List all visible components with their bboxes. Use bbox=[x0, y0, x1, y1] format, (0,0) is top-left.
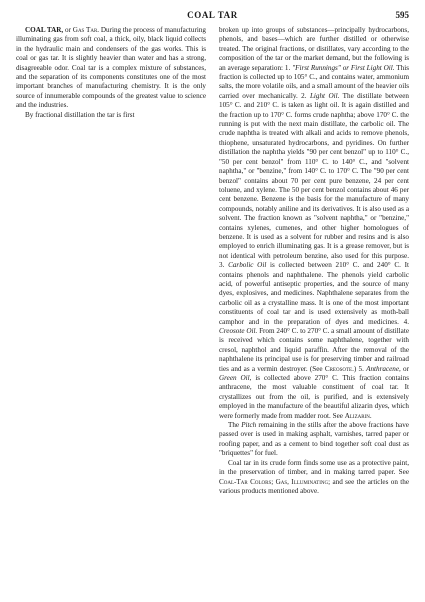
text-run: During the process of manufacturing illuminating gas from soft coal, a thick, oily, black liquid collects in the hydraulic main and condensers of the gas works. This is coal or gas tar. It is slightly heavier than water and has a strong, disagreeable odor. Coal tar is a complex mixture of substances, and the separation of its components constitutes one of the most important branches of manufacturing chemistry. It is the only source of innumerable compounds of the greatest value to science and the industries. bbox=[16, 26, 206, 110]
fraction-name: "First Runnings" or First Light Oil. bbox=[292, 63, 395, 72]
running-head-title: COAL TAR bbox=[187, 10, 238, 20]
paragraph bbox=[219, 421, 409, 459]
alternate-name: Gas Tar. bbox=[72, 26, 100, 34]
left-column bbox=[16, 26, 206, 120]
text-run: This fraction is collected up to 105° C., and contains water, ammonium salts, the more volatile oils, and a small amount of the heavier oils carried over mechanically. 2. bbox=[219, 63, 409, 100]
fraction-name: Carbolic Oil bbox=[228, 261, 267, 270]
term: Pitch bbox=[241, 421, 257, 430]
right-column bbox=[219, 26, 409, 496]
text-run: is collected between 210° C. and 240° C. It contains phenols and naphthalene. The phenols yield carbolic acid, of powerful antiseptic properties, and the source of many dyes, explosives, and medicines. Naphthalene separates from the carbolic oil as a crystalline mass. It is one of the most important constituents of coal tar and is used extensively as moth-ball camphor and in the preparation of dyes and medicines. 4. bbox=[219, 261, 409, 326]
fraction-name: Creosote Oil. bbox=[219, 327, 258, 335]
text-run: or bbox=[65, 26, 71, 34]
text-run: Coal tar in its crude form finds some use as a protective paint, in the preservation of timber, and in making tarred paper. See bbox=[219, 458, 409, 477]
text-run: broken up into groups of substances—principally hydrocarbons, phenols, and bases—which are further distilled or otherwise treated. The original fractions, or distillates, vary according to the composition of the tar or the market demand, but the following is an average separation: 1. bbox=[219, 26, 409, 72]
fraction-name: Light Oil. bbox=[309, 91, 340, 100]
text-run: remaining in the stills after the above fractions have passed over is used in making asphalt, varnishes, tarred paper or roofing paper, and as a cement to bind together soft coal dust as "briquettes" for fuel. bbox=[219, 421, 409, 458]
text-run: ) 5. bbox=[353, 364, 364, 373]
text-run: From 240° C. to 270° C. a small amount of distillate is received which contains some naphthalene, together with cresol, naphthol and liquid paraffin. After the removal of the naphthalene its principal use is for preserving timber and railroad ties and as a vermin destroyer. (See bbox=[219, 327, 409, 373]
cross-reference: Coal-Tar Colors; Gas, Illuminating; bbox=[219, 477, 331, 486]
text-run: The bbox=[228, 421, 240, 430]
cross-reference: Creosote. bbox=[324, 364, 354, 373]
text-run: is collected above 270° C. This fraction contains anthracene, the most valuable constituent of coal tar. It crystallizes out from the oil, is purified, and is extensively employed in the manufacture of the beautiful alizarin dyes, which were formerly made from madder root. See bbox=[219, 374, 409, 420]
paragraph bbox=[16, 26, 206, 111]
entry-headword: COAL TAR, bbox=[25, 26, 64, 34]
page-header bbox=[0, 10, 425, 24]
fraction-name: Green Oil, bbox=[219, 374, 252, 383]
text-run: and see the articles on the various products mentioned above. bbox=[219, 477, 409, 495]
fraction-name: Anthracene, bbox=[366, 364, 401, 373]
paragraph bbox=[16, 111, 206, 120]
paragraph bbox=[219, 26, 409, 421]
paragraph bbox=[219, 459, 409, 497]
cross-reference: Alizarin. bbox=[344, 411, 372, 420]
text-run: By fractional distillation the tar is first bbox=[25, 110, 135, 119]
page-number: 595 bbox=[395, 10, 409, 20]
text-run: The distillate between 105° C. and 210° C. is taken as light oil. It is again distilled and the fraction up to 170° C. forms crude naphtha; above 170° C. the running is put with the next main distillate, the carbolic oil. The crude naphtha is treated with alkali and acids to remove phenols, thiophene, unsaturated hydrocarbons, and pyridines. On further distillation the naphtha yields "90 per cent benzol" up to 110° C., "50 per cent benzol" from 110° C. to 140° C., and "solvent naphtha," or "benzine," from 140° C. to 170° C. The "90 per cent benzol" contains about 70 per cent pure benzene, 24 per cent toluene, and xylene. The 50 per cent benzol contains about 46 per cent benzene. Benzene is the basis for the manufacture of many compounds, notably aniline and its derivatives. It is also used as a solvent. The fraction known as "solvent naphtha," or "benzine," contains xylenes, cumenes, and other higher homologues of benzene. It is used as a solvent for rubber and resins and is also employed to enrich illuminating gas. It is a grease remover, but is not identical with petroleum benzine, also used for this purpose. 3. bbox=[219, 91, 409, 270]
text-run: or bbox=[403, 364, 409, 373]
